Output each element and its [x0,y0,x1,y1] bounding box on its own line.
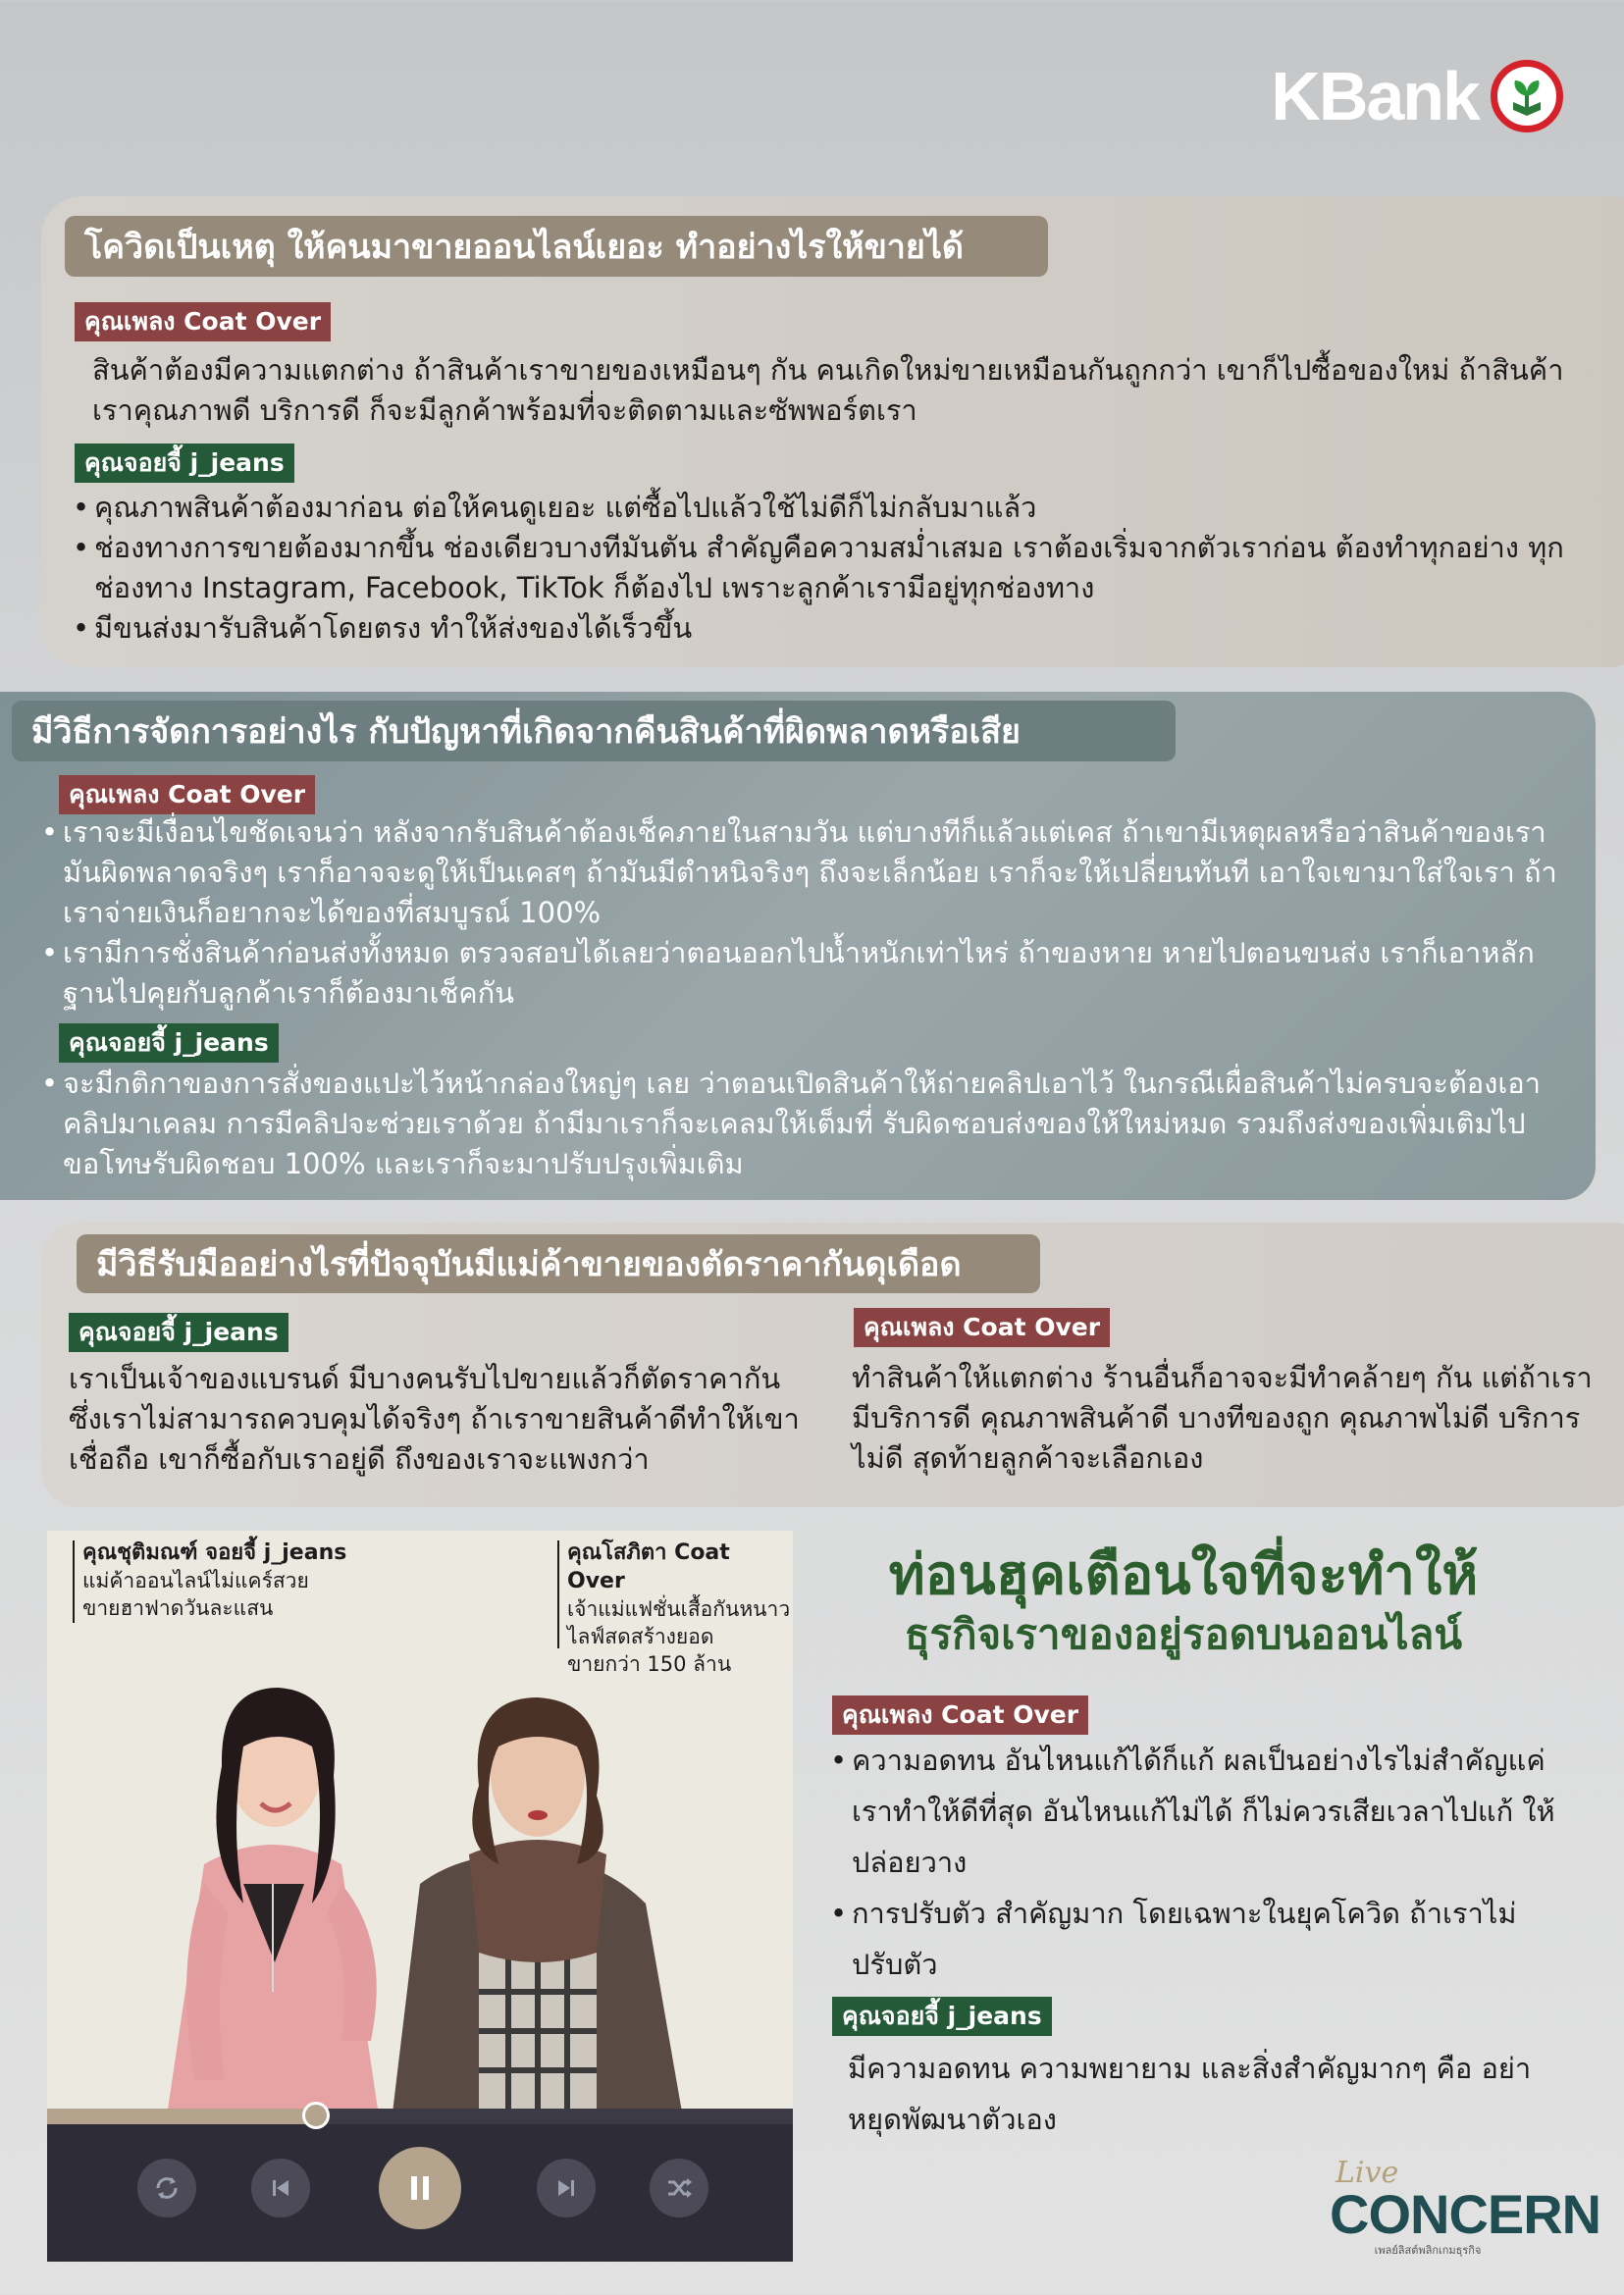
section1-title: โควิดเป็นเหตุ ให้คนมาขายออนไลน์เยอะ ทำอย่างไรให้ขายได้ [65,216,1048,277]
section3-right-speaker-tag: คุณเพลง Coat Over [854,1308,1110,1347]
list-item: • จะมีกติกาของการสั่งของแปะไว้หน้ากล่องใหญ่ๆ เลย ว่าตอนเปิดสินค้าให้ถ่ายคลิปเอาไว้ ในกรณีเผื่อสินค้าไม่ครบจะต้องเอาคลิปมาเคลม การมีคลิปจะช่วยเราด้วย ถ้ามีมาเราก็จะเคลมให้เต็มที่ รับผิดชอบส่งของให้ใหม่หมด รวมถึงส่งของเพิ่มเติมไปขอโทษรับผิดชอบ 100% และเราก็จะมาปรับปรุงเพิ่มเติม [41,1064,1572,1184]
next-icon [551,2173,581,2203]
live-label: Live [1336,2156,1399,2190]
section2-title: มีวิธีการจัดการอย่างไร กับปัญหาที่เกิดจากคืนสินค้าที่ผิดพลาดหรือเสีย [12,701,1176,761]
right-guest-desc3: ขายกว่า 150 ล้าน [567,1652,732,1676]
concern-tagline: เพลย์ลิสต์พลิกเกมธุรกิจ [1374,2244,1482,2257]
closing-speaker2-tag: คุณจอยจี้ j_jeans [832,1997,1052,2036]
section1-speaker1-tag: คุณเพลง Coat Over [75,302,331,341]
list-item: • คุณภาพสินค้าต้องมาก่อน ต่อให้คนดูเยอะ แต่ซื้อไปแล้วใช้ไม่ดีก็ไม่กลับมาแล้ว [73,488,1564,528]
pause-icon [405,2171,435,2205]
section2-speaker2-list [41,1064,1572,1184]
progress-track[interactable] [47,2109,793,2124]
list-item: • ช่องทางการขายต้องมากขึ้น ช่องเดียวบางทีมันตัน สำคัญคือความสม่ำเสมอ เราต้องเริ่มจากตัวเราก่อน ต้องทำทุกอย่าง ทุกช่องทาง Instagram, Facebook, TikTok ก็ต้องไป เพราะลูกค้าเรามีอยู่ทุกช่องทาง [73,528,1564,608]
repeat-icon [150,2171,183,2205]
progress-knob[interactable] [302,2102,330,2129]
right-guest-name: คุณโสภิตา Coat Over [567,1540,730,1593]
right-guest-desc2: ไลฟ์สดสร้างยอด [567,1625,714,1648]
closing-speaker1-tag: คุณเพลง Coat Over [832,1695,1088,1735]
closing-speaker1-list [830,1735,1556,1990]
live-concern-logo [1330,2156,1601,2259]
logo-text: KBank [1271,58,1479,134]
list-item: • ความอดทน อันไหนแก้ได้ก็แก้ ผลเป็นอย่างไรไม่สำคัญแค่เราทำให้ดีที่สุด อันไหนแก้ไม่ได้ ก็ไม่ควรเสียเวลาไปแก้ ให้ปล่อยวาง [830,1735,1556,1888]
previous-icon [266,2173,295,2203]
section1-speaker2-tag: คุณจอยจี้ j_jeans [75,443,294,483]
section3-left-text: เราเป็นเจ้าของแบรนด์ มีบางคนรับไปขายแล้วก็ตัดราคากัน ซึ่งเราไม่สามารถควบคุมได้จริงๆ ถ้าเราขายสินค้าดีทำให้เขาเชื่อถือ เขาก็ซื้อกับเราอยู่ดี ถึงของเราจะแพงกว่า [69,1362,800,1476]
repeat-button[interactable] [137,2159,196,2217]
right-guest-desc1: เจ้าแม่แฟชั่นเสื้อกันหนาว [567,1597,791,1621]
left-guest-name: คุณชุติมณฑ์ จอยจี้ j_jeans [82,1540,347,1565]
section2-speaker1-tag: คุณเพลง Coat Over [59,775,315,814]
list-item: • เราจะมีเงื่อนไขชัดเจนว่า หลังจากรับสินค้าต้องเช็คภายในสามวัน แต่บางทีก็แล้วแต่เคส ถ้าเขามีเหตุผลหรือว่าสินค้าของเรามันผิดพลาดจริงๆ เราก็อาจจะดูให้เป็นเคสๆ ถ้ามันมีตำหนิจริงๆ ถึงจะเล็กน้อย เราก็จะให้เปลี่ยนทันที เอาใจเขามาใส่ใจเรา ถ้าเราจ่ายเงินก็อยากจะได้ของที่สมบูรณ์ 100% [41,812,1572,933]
kbank-logo [1271,57,1563,135]
section3-left-speaker-tag: คุณจอยจี้ j_jeans [69,1313,288,1352]
concern-label: CONCERN [1330,2183,1601,2245]
pause-button[interactable] [379,2147,461,2229]
right-guest-figure [391,1697,685,2129]
closing-title-line1: ท่อนฮุคเตือนใจที่จะทำให้ [888,1543,1479,1607]
shuffle-button[interactable] [650,2159,708,2217]
guests-illustration [47,1531,793,2129]
closing-title [840,1543,1527,1661]
next-button[interactable] [537,2159,596,2217]
list-item: • เรามีการชั่งสินค้าก่อนส่งทั้งหมด ตรวจสอบได้เลยว่าตอนออกไปน้ำหนักเท่าไหร่ ถ้าของหาย หายไปตอนขนส่ง เราก็เอาหลักฐานไปคุยกับลูกค้าเราก็ต้องมาเช็คกัน [41,933,1572,1014]
section1-speaker1-text: สินค้าต้องมีความแตกต่าง ถ้าสินค้าเราขายของเหมือนๆ กัน คนเกิดใหม่ขายเหมือนกันถูกกว่า เขาก็ไปซื้อของใหม่ ถ้าสินค้าเราคุณภาพดี บริการดี ก็จะมีลูกค้าพร้อมที่จะติดตามและซัพพอร์ตเรา [92,353,1564,427]
section3-title: มีวิธีรับมืออย่างไรที่ปัจจุบันมีแม่ค้าขายของตัดราคากันดุเดือด [77,1234,1040,1293]
left-guest-desc2: ขายฮาฟาดวันละแสน [82,1596,274,1620]
list-item: • การปรับตัว สำคัญมาก โดยเฉพาะในยุคโควิด ถ้าเราไม่ปรับตัว [830,1888,1556,1990]
closing-speaker2-text: มีความอดทน ความพยายาม และสิ่งสำคัญมากๆ คือ อย่าหยุดพัฒนาตัวเอง [848,2052,1532,2136]
shuffle-icon [663,2172,695,2204]
list-item: • มีขนส่งมารับสินค้าโดยตรง ทำให้ส่งของได้เร็วขึ้น [73,608,1564,649]
kbank-emblem-icon [1491,60,1563,132]
progress-fill [47,2109,316,2124]
section2-speaker2-tag: คุณจอยจี้ j_jeans [59,1023,279,1063]
previous-button[interactable] [251,2159,310,2217]
section1-speaker2-list [73,488,1564,649]
section2-speaker1-list [41,812,1572,1014]
section3-right-text: ทำสินค้าให้แตกต่าง ร้านอื่นก็อาจจะมีทำคล้ายๆ กัน แต่ถ้าเรามีบริการดี คุณภาพสินค้าดี บางทีของถูก คุณภาพไม่ดี บริการไม่ดี สุดท้ายลูกค้าจะเลือกเอง [852,1361,1593,1475]
left-guest-desc1: แม่ค้าออนไลน์ไม่แคร์สวย [82,1569,309,1592]
left-guest-figure [165,1688,381,2129]
closing-title-line2: ธุรกิจเราของอยู่รอดบนออนไลน์ [904,1610,1463,1658]
